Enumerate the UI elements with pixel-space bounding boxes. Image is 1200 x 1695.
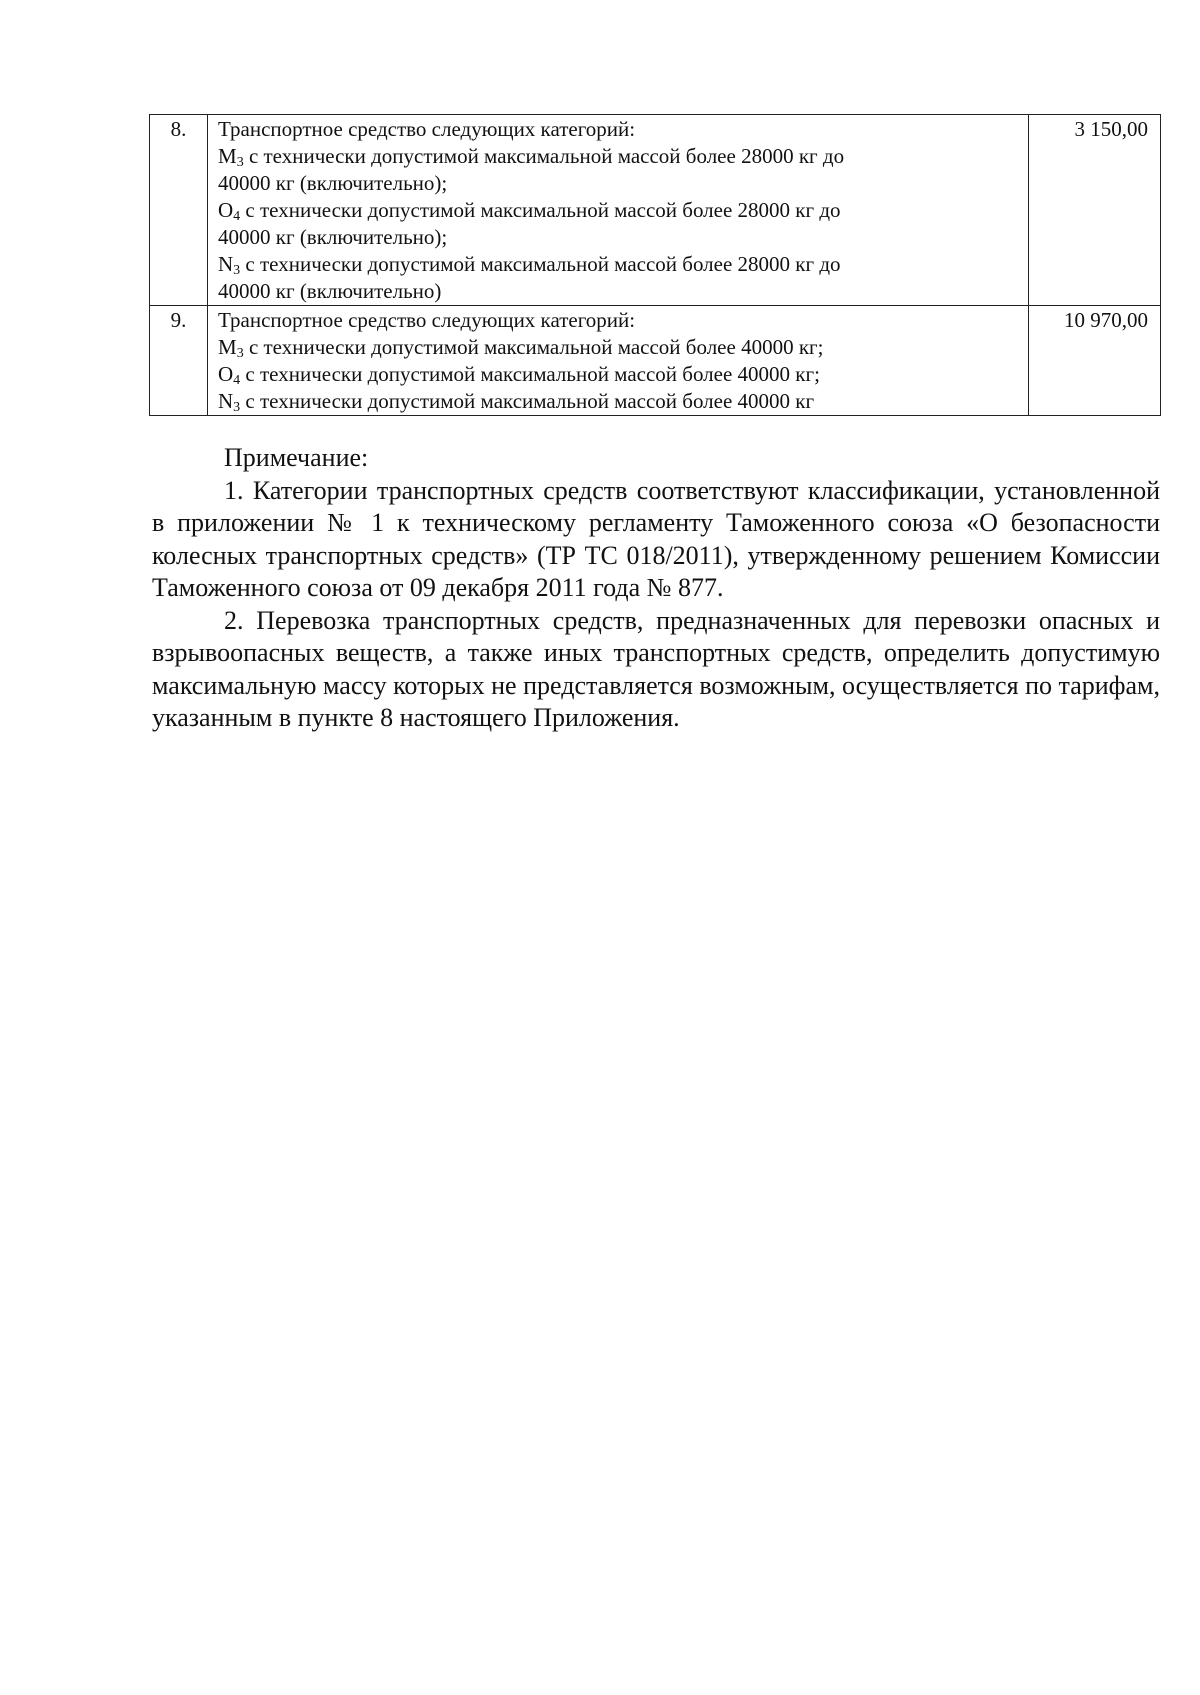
- note-title: Примечание:: [224, 443, 369, 472]
- row-number: 9.: [150, 306, 208, 416]
- description-line: $M_3$ с технически допустимой максимальной массой более 28000 кг до: [218, 144, 845, 170]
- note-section: [152, 442, 1160, 735]
- description-line: 40000 кг (включительно): [218, 279, 442, 303]
- description-line: Транспортное средство следующих категорий:: [218, 117, 636, 141]
- description-line: $N_3$ с технически допустимой максимальной массой более 40000 кг: [218, 389, 815, 415]
- row-description: [208, 115, 1029, 306]
- table-row: [150, 115, 1161, 306]
- tariff-table: [149, 114, 1161, 416]
- note-paragraph: 2. Перевозка транспортных средств, предназначенных для перевозки опасных и взрывоопасных веществ, а также иных транспортных средств, определить допустимую максимальную массу которых не представляется возможным, осуществляется по тарифам, указанным в пункте 8 настоящего Приложения.: [152, 605, 1160, 732]
- note-paragraph: 1. Категории транспортных средств соответствуют классификации, установленной в приложении № 1 к техническому регламенту Таможенного союза «О безопасности колесных транспортных средств» (ТР ТС 018/2011), утвержденному решением Комиссии Таможенного союза от 09 декабря 2011 года № 877.: [152, 475, 1160, 602]
- description-line: 40000 кг (включительно);: [218, 171, 448, 195]
- description-line: $M_3$ с технически допустимой максимальной массой более 40000 кг;: [218, 335, 824, 361]
- row-number: 8.: [150, 115, 208, 306]
- description-line: $O_4$ с технически допустимой максимальной массой более 40000 кг;: [218, 362, 820, 388]
- row-description: [208, 306, 1029, 416]
- description-line: Транспортное средство следующих категорий:: [218, 308, 636, 332]
- table-row: [150, 306, 1161, 416]
- description-line: $O_4$ с технически допустимой максимальной массой более 28000 кг до: [218, 198, 841, 224]
- row-price: 10 970,00: [1029, 306, 1161, 416]
- description-line: 40000 кг (включительно);: [218, 225, 448, 249]
- description-line: $N_3$ с технически допустимой максимальной массой более 28000 кг до: [218, 252, 841, 278]
- row-price: 3 150,00: [1029, 115, 1161, 306]
